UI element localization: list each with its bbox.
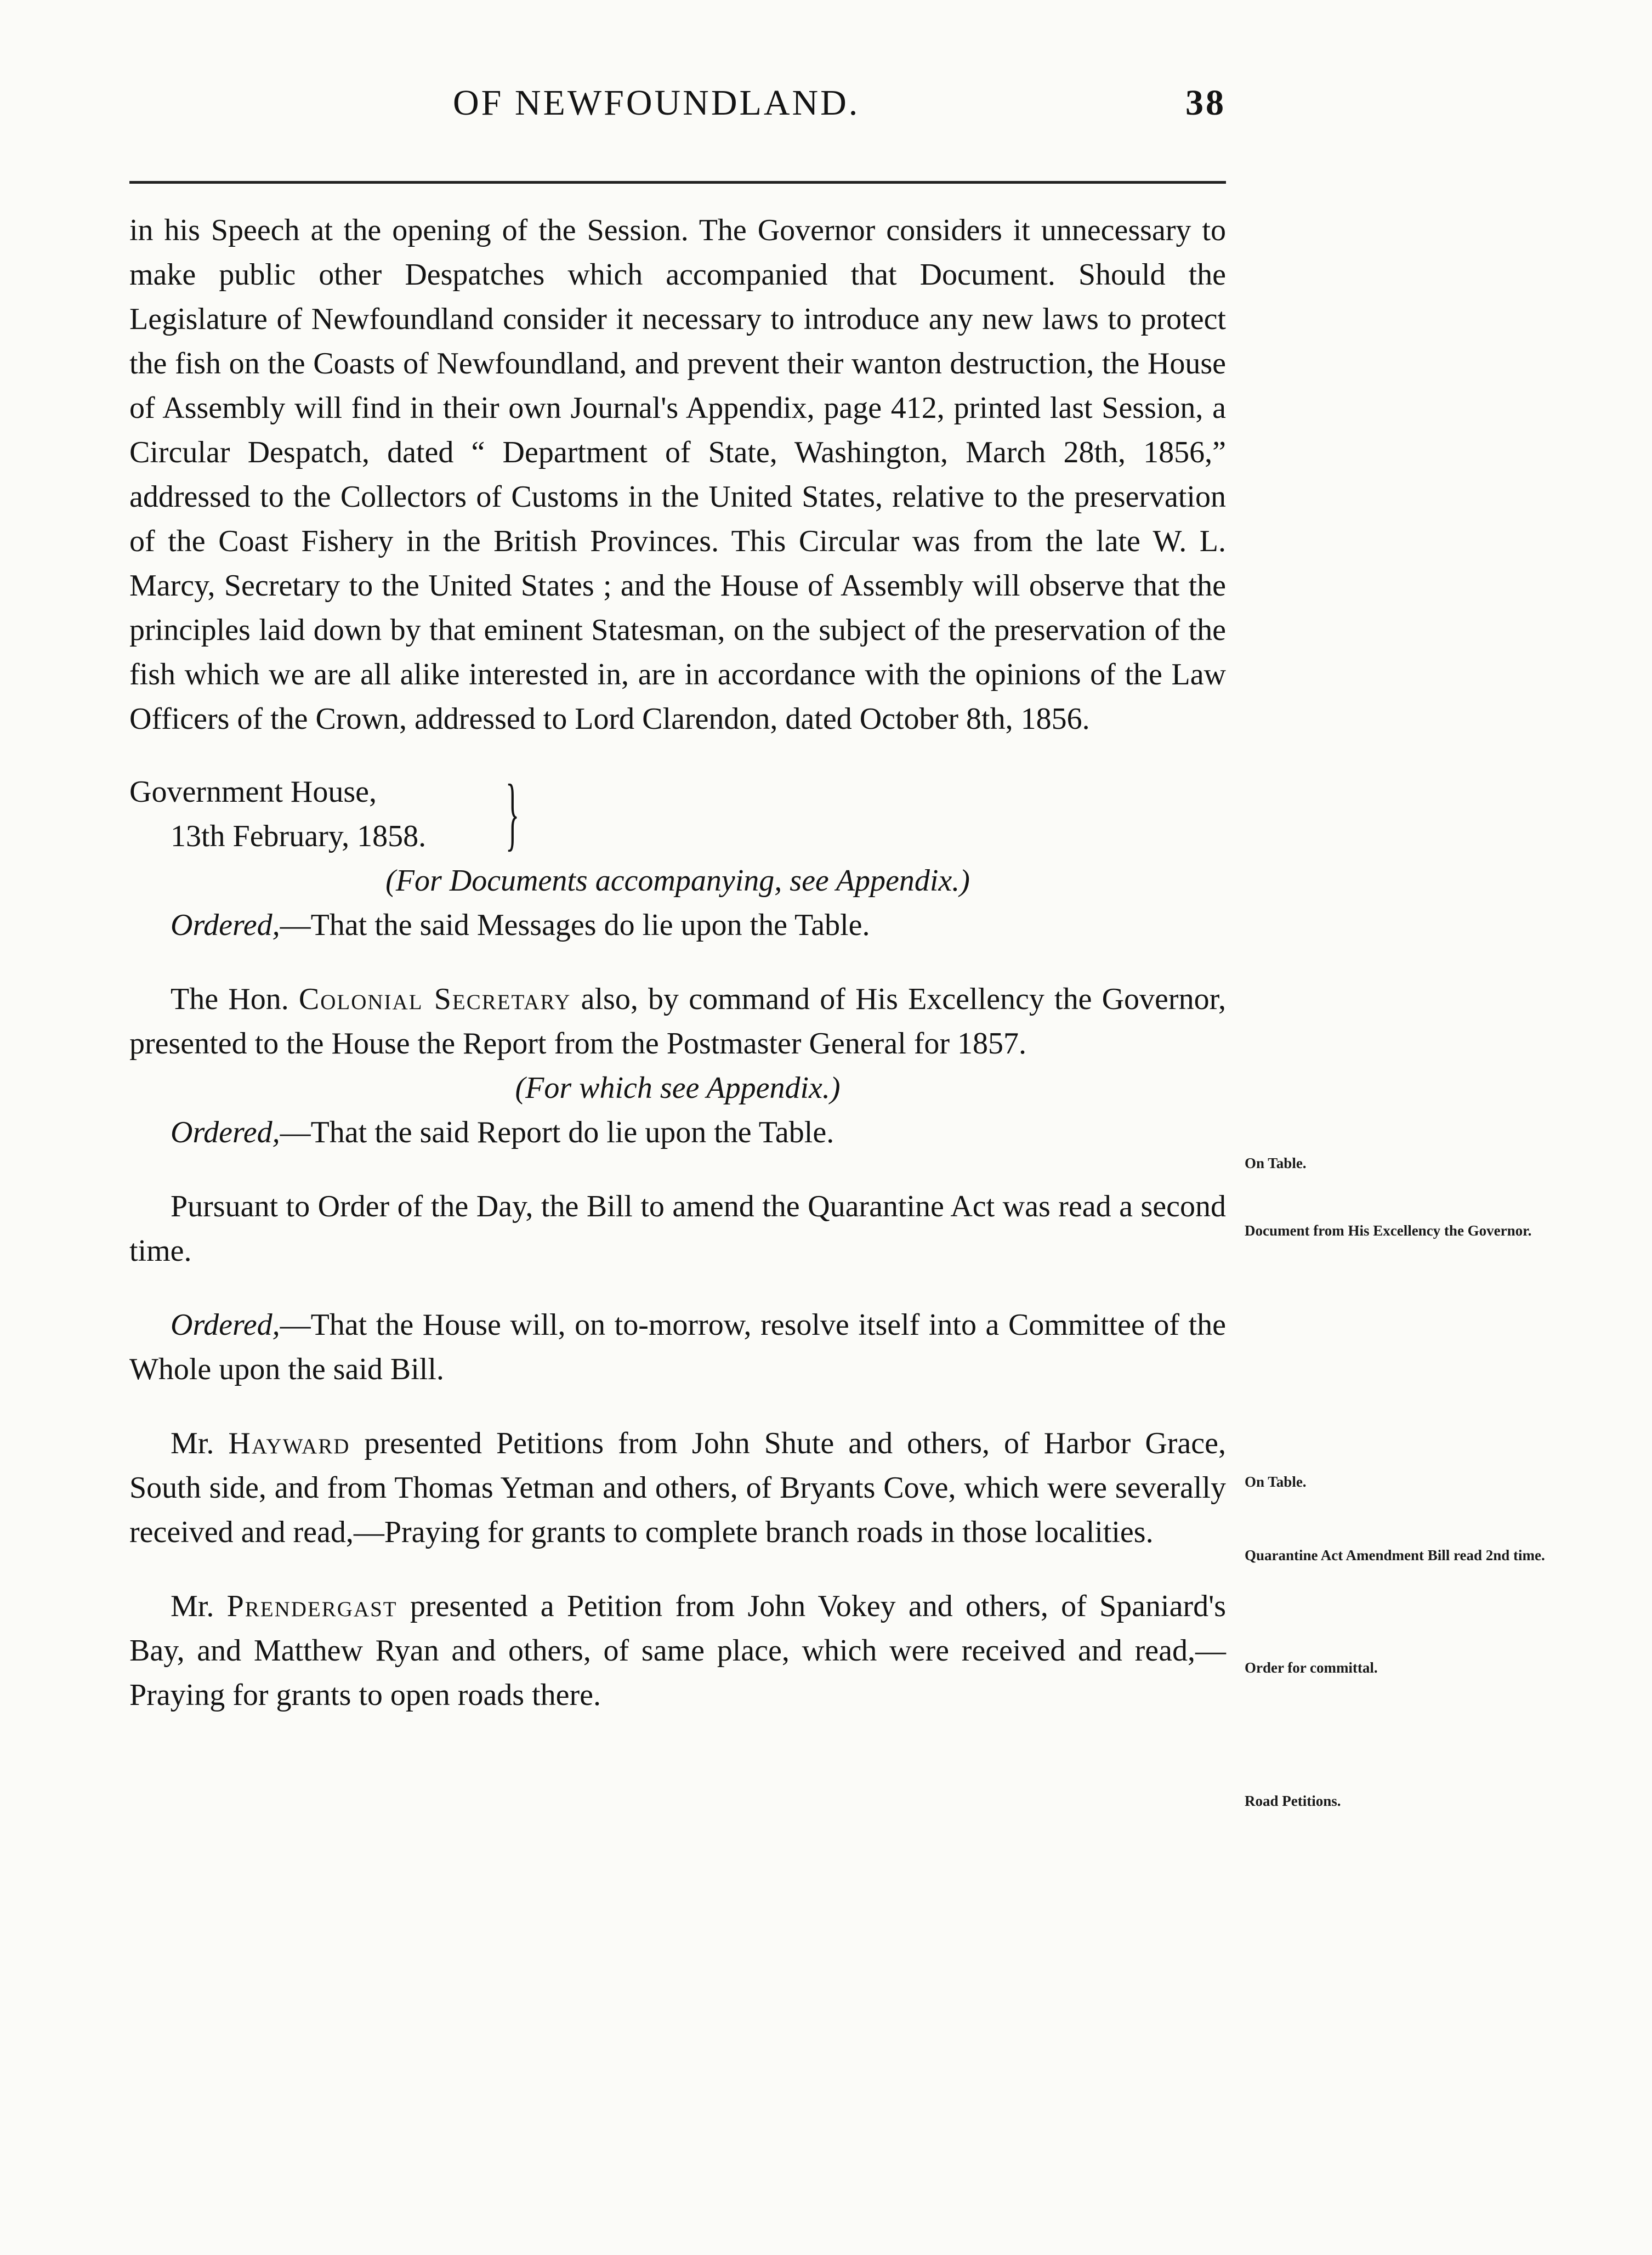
- ordered-report-table: [129, 1110, 1226, 1155]
- ordered-text: —That the said Report do lie upon the Table.: [280, 1115, 834, 1149]
- ordered-label: Ordered,: [171, 1115, 280, 1149]
- paragraph-governor-message: in his Speech at the opening of the Session. The Governor considers it unnecessary to make public other Despatches which accompanied that Document. Should the Legislature of Newfoundland consider it necessary to introduce any new laws to protect the fish on the Coasts of Newfoundland, and prevent their wanton destruction, the House of Assembly will find in their own Journal's Appendix, page 412, printed last Session, a Circular Despatch, dated “ Department of State, Washington, March 28th, 1856,” addressed to the Collectors of Customs in the United States, relative to the preservation of the Coast Fishery in the British Provinces. This Circular was from the late W. L. Marcy, Secretary to the United States ; and the House of Assembly will observe that the principles laid down by that eminent Statesman, on the subject of the preservation of the fish which we are all alike interested in, are in accordance with the opinions of the Law Officers of the Crown, addressed to Lord Clarendon, dated October 8th, 1856.: [129, 213, 1226, 736]
- margin-note-document-from-governor: Document from His Excellency the Governor.: [1245, 1222, 1532, 1239]
- margin-note-road-petitions: Road Petitions.: [1245, 1793, 1341, 1809]
- ordered-label: Ordered,: [171, 908, 280, 942]
- page-number: 38: [1185, 83, 1226, 123]
- ordered-text: —That the House will, on to-morrow, resolve itself into a Committee of the Whole upon the said Bill.: [129, 1308, 1226, 1386]
- margin-note-on-table: On Table.: [1245, 1155, 1307, 1171]
- appendix-note-report: (For which see Appendix.): [515, 1071, 841, 1105]
- ordered-label: Ordered,: [171, 1308, 280, 1342]
- paragraph-quarantine-bill: Pursuant to Order of the Day, the Bill to amend the Quarantine Act was read a second time.: [129, 1189, 1226, 1268]
- header-rule: [129, 181, 1226, 184]
- member-hayward: Hayward: [228, 1426, 350, 1460]
- appendix-note-documents: (For Documents accompanying, see Appendix.): [385, 864, 970, 898]
- margin-note-quarantine-bill: Quarantine Act Amendment Bill read 2nd time.: [1245, 1547, 1545, 1563]
- margin-note-on-table: On Table.: [1245, 1474, 1307, 1490]
- body-text: [129, 208, 1226, 1718]
- paragraph-prendergast-petition: Mr. Prendergast presented a Petition from John Vokey and others, of Spaniard's Bay, and Matthew Ryan and others, of same place, which were received and read,—Praying for grants to open roads there.: [129, 1589, 1226, 1712]
- signature-place: Government House,: [129, 775, 377, 809]
- margin-note-order-committal: Order for committal.: [1245, 1659, 1378, 1676]
- member-prendergast: Prendergast: [226, 1589, 398, 1623]
- brace-glyph: }: [506, 768, 520, 859]
- ordered-messages-table: [129, 903, 1226, 948]
- signature-date: 13th February, 1858.: [171, 819, 427, 853]
- colonial-secretary: Colonial Secretary: [298, 982, 571, 1016]
- signature-block: [129, 770, 1226, 859]
- page-title: OF NEWFOUNDLAND.: [453, 83, 860, 123]
- ordered-committee: [129, 1303, 1226, 1392]
- ordered-text: —That the said Messages do lie upon the Table.: [280, 908, 870, 942]
- running-head: [129, 82, 1226, 132]
- paragraph-postmaster-report: The Hon. Colonial Secretary also, by command of His Excellency the Governor, presented to the House the Report from the Postmaster General for 1857.: [129, 982, 1226, 1061]
- paragraph-hayward-petitions: Mr. Hayward presented Petitions from John Shute and others, of Harbor Grace, South side, and from Thomas Yetman and others, of Bryants Cove, which were severally received and read,—Praying for grants to complete branch roads in those localities.: [129, 1426, 1226, 1549]
